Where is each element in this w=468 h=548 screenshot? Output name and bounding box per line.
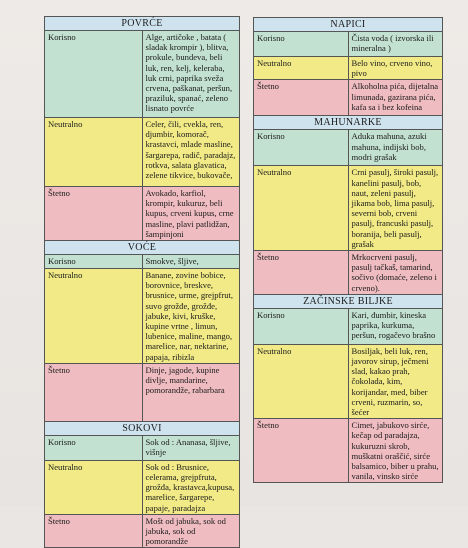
category-label: Korisno (254, 130, 349, 166)
table-row (254, 308, 443, 344)
food-list: Alge, artičoke , batata ( sladak krompir ), blitva, prokule, bundeva, beli luk, ren, kelj, keleraba, luk crni, paprika sveža crvena, paškanat, peršun, praziluk, spanać, zeleno lisnato povrće (142, 31, 240, 118)
category-label: Štetno (45, 514, 143, 548)
food-list: Belo vino, crveno vino, pivo (348, 57, 443, 80)
category-label: Korisno (45, 255, 143, 269)
section-header-napici (254, 18, 443, 32)
food-table-right (253, 17, 443, 483)
table-row (45, 363, 240, 421)
table-row (254, 130, 443, 166)
category-label: Neutralno (254, 344, 349, 418)
category-label: Štetno (254, 251, 349, 295)
category-label: Neutralno (254, 166, 349, 251)
category-label: Korisno (45, 435, 143, 460)
food-list: Aduka mahuna, azuki mahuna, indijski bob, modri grašak (348, 130, 443, 166)
section-title: NAPICI (254, 18, 443, 32)
food-list: Čista voda ( izvorska ili mineralna ) (348, 32, 443, 57)
table-row (45, 460, 240, 514)
table-row (45, 514, 240, 548)
section-title: SOKOVI (45, 421, 240, 435)
section-title: VOĆE (45, 241, 240, 255)
food-list: Sok od : Ananasa, šljive, višnje (142, 435, 240, 460)
category-label: Korisno (45, 31, 143, 118)
table-row (45, 269, 240, 364)
table-row (254, 251, 443, 295)
section-title: POVRĆE (45, 17, 240, 31)
food-table-left (44, 16, 240, 548)
section-header-sokovi (45, 421, 240, 435)
food-list: Celer, čili, cvekla, ren, djumbir, komorač, krastavci, mlade masline, šargarepa, radič, paradajz, rotkva, salata glavatica, zelene tikvice, bukovače, (142, 118, 240, 187)
food-list: Bosiljak, beli luk, ren, javorov sirup, ječmeni slad, kakao prah, čokolada, kim, korijandar, med, biber crveni, ruzmarin, so, šećer (348, 344, 443, 418)
table-row (254, 32, 443, 57)
food-list: Dinje, jagode, kupine divlje, mandarine, pomorandže, rabarbara (142, 363, 240, 421)
food-list: Mrkocrveni pasulj, pasulj tačkaš, tamarind, sočivo (domaće, zeleno i crveno). (348, 251, 443, 295)
category-label: Neutralno (254, 57, 349, 80)
table-row (254, 344, 443, 418)
table-row (254, 57, 443, 80)
category-label: Neutralno (45, 118, 143, 187)
category-label: Korisno (254, 32, 349, 57)
table-row (254, 80, 443, 116)
category-label: Neutralno (45, 269, 143, 364)
food-list: Crni pasulj, široki pasulj, kanelini pasulj, bob, naut, zeleni pasulj, jikama bob, lima pasulj, severni bob, crveni pasulj, francuski pasulj, boranija, beli pasulj, grašak (348, 166, 443, 251)
section-header-zacinske-biljke (254, 294, 443, 308)
category-label: Neutralno (45, 460, 143, 514)
category-label: Korisno (254, 308, 349, 344)
section-header-voce (45, 241, 240, 255)
food-list: Mošt od jabuka, sok od jabuka, sok od pomorandže (142, 514, 240, 548)
section-title: ZAČINSKE BILJKE (254, 294, 443, 308)
category-label: Štetno (254, 419, 349, 483)
section-header-mahunarke (254, 116, 443, 130)
table-row (45, 255, 240, 269)
table-row (45, 31, 240, 118)
food-list: Banane, zovine bobice, borovnice, breskve, brusnice, urme, grejpfrut, suvo grožđe, grožđe, jabuke, kivi, kruške, kupine vrtne , limun, lubenice, maline, mango, marelice, nar, nektarine, papaja, ribizla (142, 269, 240, 364)
food-list: Alkoholna pića, dijetalna limunada, gazirana pića, kafa sa i bez kofeina (348, 80, 443, 116)
table-row (45, 187, 240, 241)
table-row (45, 435, 240, 460)
category-label: Štetno (254, 80, 349, 116)
food-list: Smokve, šljive, (142, 255, 240, 269)
food-list: Avokado, karfiol, krompir, kukuruz, beli kupus, crveni kupus, crne masline, plavi patlidžan, šampinjoni (142, 187, 240, 241)
table-row (254, 419, 443, 483)
section-header-povrce (45, 17, 240, 31)
category-label: Štetno (45, 363, 143, 421)
table-row (254, 166, 443, 251)
food-list: Sok od : Brusnice, celerama, grejpfruta, grožđa, krastavca,kupusa, marelice, šargarepe, papaje, paradajza (142, 460, 240, 514)
food-list: Kari, đumbir, kineska paprika, kurkuma, peršun, rogačevo brašno (348, 308, 443, 344)
food-list: Cimet, jabukovo sirće, kečap od paradajza, kukuruzni skrob, muškatni oraščić, sirće balsamico, biber u prahu, vanila, vinsko sirće (348, 419, 443, 483)
section-title: MAHUNARKE (254, 116, 443, 130)
category-label: Štetno (45, 187, 143, 241)
table-row (45, 118, 240, 187)
